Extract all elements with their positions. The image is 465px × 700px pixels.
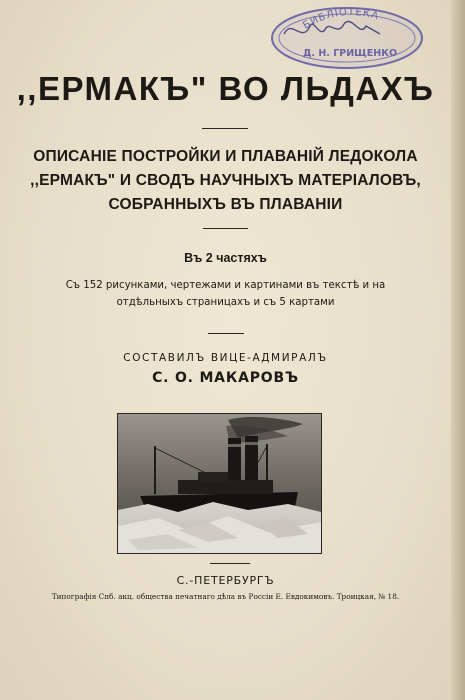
divider-rule <box>208 333 244 334</box>
illustrations-line-1: Съ 152 рисунками, чертежами и картинами въ текстѣ и на <box>65 280 386 291</box>
page-binding-shadow <box>451 0 465 700</box>
subtitle-line-1: ОПИСАНІЕ ПОСТРОЙКИ И ПЛАВАНІЙ ЛЕДОКОЛА <box>33 148 418 165</box>
compiled-by-label: СОСТАВИЛЪ ВИЦЕ-АДМИРАЛЪ <box>123 352 328 364</box>
divider-rule <box>210 563 250 564</box>
subtitle-line-2: ,,ЕРМАКЪ" И СВОДЪ НАУЧНЫХЪ МАТЕРІАЛОВЪ, <box>30 172 421 189</box>
book-title: ,,ЕРМАКЪ" ВО ЛЬДАХЪ <box>16 70 435 107</box>
icebreaker-photo <box>117 413 322 554</box>
stamp-top-text: БИБЛІОТЕКА <box>301 6 381 32</box>
divider-rule <box>203 228 248 229</box>
printer-imprint: Типографія Спб. акц. общества печатнаго дѣла въ Россіи Е. Евдокимовъ. Троицкая, № 18. <box>51 592 400 601</box>
divider-rule <box>202 128 248 129</box>
illustrations-line-2: отдѣльныхъ страницахъ и съ 5 картами <box>116 297 335 308</box>
author-name: С. О. МАКАРОВЪ <box>152 370 299 386</box>
library-stamp <box>268 4 426 70</box>
parts-count: Въ 2 частяхъ <box>184 251 267 265</box>
stamp-owner-text: Д. Н. ГРИЩЕНКО <box>302 48 398 59</box>
subtitle-line-3: СОБРАННЫХЪ ВЪ ПЛАВАНІИ <box>108 196 343 213</box>
publication-city: С.-ПЕТЕРБУРГЪ <box>176 574 275 587</box>
